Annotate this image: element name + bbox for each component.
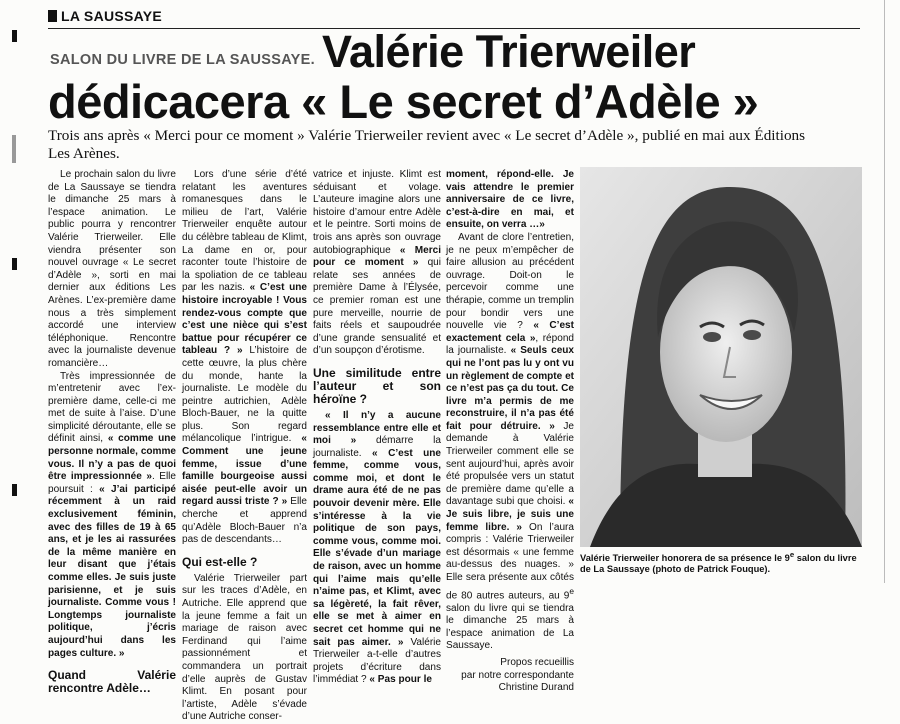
section-label: LA SAUSSAYE bbox=[61, 8, 163, 24]
paragraph: vatrice et injuste. Klimt est séduisant et volage. L’auteure imagine alors une histoire d’amour entre Adèle et le peintre. Sorti moins de trois ans après son ouvrage autobiographique « Merci pour ce moment » qui relate ses années de première Dame à l’Élysée, ce premier roman est une pure merveille, nourrie de faits réels et saupoudrée d’une grande sensualité et d’un soupçon d’érotisme. bbox=[313, 169, 441, 357]
section-rubric bbox=[48, 8, 162, 24]
scan-mark bbox=[12, 30, 17, 42]
subheading: Quand Valérie rencontre Adèle… bbox=[48, 668, 176, 696]
portrait-illustration bbox=[580, 167, 862, 547]
page-fold-line bbox=[884, 0, 885, 583]
paragraph: Avant de clore l’entretien, je ne peux m’empêcher de faire allusion au précédent ouvrage. Doit-on le percevoir comme une thérapie, comme un tremplin pour bondir vers une nouvelle vie ? « C’est exactement cela », répond la journaliste. « Seuls ceux qui ne l’ont pas lu y ont vu un règlement de compte et ce n’est pas ça du tout. Ce livre m’a permis de me reconstruire, il n’a pas été fait pour détruire. » Je demande à Valérie Trierweiler comment elle se sent aujourd’hui, après avoir été propulsée vers un statut de première dame qu’elle a davantage subi que choisi. « Je suis libre, je suis une femme libre. » On l’aura compris : Valérie Trierweiler est désormais « une femme au-dessus des nuages. » Elle sera présente aux côtés de 80 autres auteurs, au 9e salon du livre qui se tiendra le dimanche 25 mars à l’espace animation de La Saussaye. bbox=[446, 231, 574, 652]
paragraph: Très impressionnée de m’entretenir avec l’ex-première dame, celle-ci me met de suite à l’aise. D’une simplicité déroutante, elle se définit ainsi, « comme une personne normale, comme vous. Il n’y a pas de quoi être impressionnée ». Elle poursuit : « J’ai participé récemment à un raid exclusivement féminin, avec des filles de 19 à 65 ans, et je les ai rassurées de la même manière en leur disant que j’étais comme elles. Je suis juste parisienne, et je suis journaliste. Comme vous ! Longtemps journaliste politique, j’écris aujourd’hui dans les pages culture. » bbox=[48, 370, 177, 659]
portrait-photo bbox=[580, 167, 862, 547]
byline-line: par notre correspondante bbox=[461, 669, 574, 681]
scan-mark bbox=[12, 258, 17, 270]
kicker: SALON DU LIVRE DE LA SAUSSAYE. bbox=[50, 52, 315, 68]
byline-author: Christine Durand bbox=[498, 682, 574, 694]
paragraph: Le prochain salon du livre de La Saussaye se tiendra le dimanche 25 mars à l’espace animation. Le public pourra y rencontrer Valérie Trierweiler. Elle viendra présenter son nouvel ouvrage « Le secret d’Adèle », sorti en mai dernier aux éditions Les Arènes. L’ex-première dame nous a très simplement accordé une interview téléphonique. Rencontre avec la journaliste devenue romancière… bbox=[48, 169, 176, 369]
article-column-4 bbox=[446, 169, 574, 695]
scan-mark bbox=[12, 135, 16, 163]
headline-line2: dédicacera « Le secret d’Adèle » bbox=[48, 75, 759, 128]
subheading: Une similitude entre l’auteur et son héroïne ? bbox=[313, 365, 441, 406]
article-column-2 bbox=[182, 169, 307, 724]
byline bbox=[446, 657, 574, 695]
paragraph: Lors d’une série d’été relatant les aventures romanesques dans le milieu de l’art, Valérie Trierweiler enquête autour du célèbre tableau de Klimt, La dame en or, pour raconter toute l’histoire de la spoliation de ce tableau par les nazis. « C’est une histoire incroyable ! Vous rendez-vous compte que c’est une nièce qui s’est battue pour récupérer ce tableau ? » L’histoire de cette œuvre, la plus chère du monde, hante la journaliste. Le modèle du peintre autrichien, Adèle Bloch-Bauer, ne la quitte plus. Son regard mélancolique l’intrigue. « Comment une jeune femme, issue d’une famille bourgeoise aussi aisée peut-elle avoir un regard aussi triste ? » Elle cherche et apprend qu’Adèle Bloch-Bauer n’a pas de descendants… bbox=[182, 169, 308, 546]
byline-line: Propos recueillis bbox=[500, 656, 574, 668]
paragraph: Valérie Trierweiler part sur les traces d’Adèle, en Autriche. Elle apprend que la jeune femme a fait un mariage de raison avec Ferdinand qui l’aime passionnément et commandera un portrait d’elle auprès de Gustav Klimt. En posant pour l’artiste, Adèle s’évade d’une Autriche conser- bbox=[182, 572, 307, 723]
scan-mark bbox=[12, 484, 17, 496]
square-bullet-icon bbox=[48, 10, 57, 22]
subheading: Qui est-elle ? bbox=[182, 554, 258, 569]
headline-line1: Valérie Trierweiler bbox=[322, 26, 696, 77]
standfirst: Trois ans après « Merci pour ce moment » Valérie Trierweiler revient avec « Le secret d’Adèle », publié en mai aux Éditions Les Arènes. bbox=[48, 127, 806, 162]
article-column-3 bbox=[313, 169, 441, 687]
photo-caption: Valérie Trierweiler honorera de sa présence le 9e salon du livre de La Saussaye (photo de Patrick Fouque). bbox=[580, 550, 857, 575]
paragraph: « Il n’y a aucune ressemblance entre elle et moi » démarre la journaliste. « C’est une femme, comme vous, comme moi, et dont le drame aura été de ne pas pouvoir devenir mère. Elle s’intéresse à la vie politique de son pays, comme vous, comme moi. Elle s’évade d’un mariage de raison, avec un homme qui l’aime mais qu’elle n’aime pas, et Klimt, avec sa légèreté, la fait rêver, elle se met à aimer en secret cet homme qui ne sait pas aimer. » Valérie Trierweiler a-t-elle d’autres projets d’écriture dans l’immédiat ? « Pas pour le bbox=[313, 409, 441, 686]
paragraph: moment, répond-elle. Je vais attendre le premier anniversaire de ce livre, c’est-à-dire en mai, et ensuite, on verra …» bbox=[446, 169, 574, 231]
article-column-1 bbox=[48, 169, 176, 699]
